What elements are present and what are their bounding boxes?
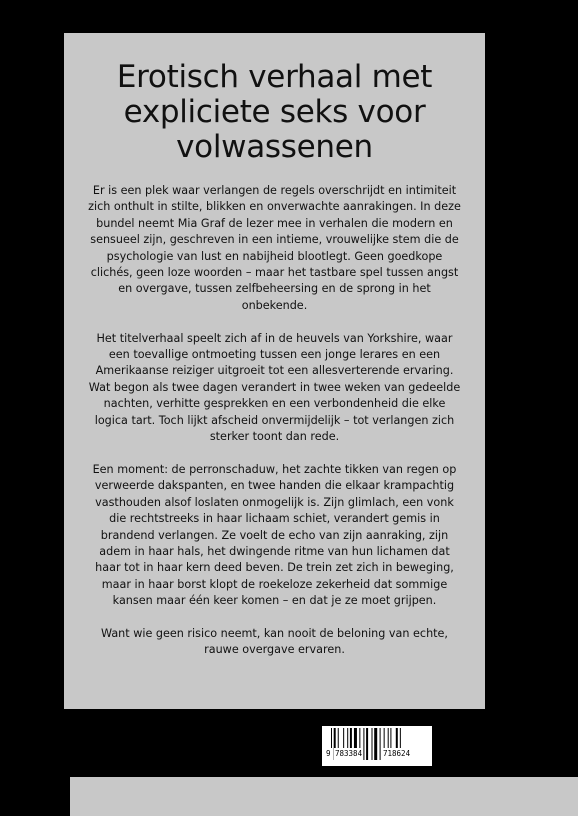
blurb-paragraph-3: Een moment: de perronschaduw, het zachte tikken van regen op verweerde dakspanten, en twee handen die elkaar krampachtig vasthouden alsof loslaten onmogelijk is. Zijn glimlach, een vonk die rechtstreeks in haar lichaam schiet, verandert gemis in brandend verlangen. Ze voelt de echo van zijn aanraking, zijn adem in haar hals, het dwingende ritme van hun lichamen dat haar tot in haar kern deed beven. De trein zet zich in beweging, maar in haar borst klopt de roekeloze zekerheid dat sommige kansen maar één keer komen – en dat je ze moet grijpen. (92, 462, 457, 608)
blurb-paragraph-2: Het titelverhaal speelt zich af in de heuvels van Yorkshire, waar een toevallige ontmoeting tussen een jonge lerares en een Amerikaanse reiziger uitgroeit tot een allesverterende ervaring. Wat begon als twee dagen verandert in twee weken van gedeelde nachten, verhitte gesprekken en een verbondenheid die elke logica tart. Toch lijkt afscheid onvermijdelijk – tot verlangen zich sterker toont dan rede. (88, 331, 461, 444)
back-cover-panel (64, 33, 485, 709)
title-line-1: Erotisch verhaal met (116, 59, 433, 95)
barcode-bars (322, 726, 432, 766)
barcode-digit-first: 9 (326, 749, 331, 758)
bottom-strip (70, 777, 578, 816)
blurb-paragraph-1: Er is een plek waar verlangen de regels overschrijdt en intimiteit zich onthult in stilte, blikken en onverwachte aanrakingen. In deze bundel neemt Mia Graf de lezer mee in verhalen die modern en sensueel zijn, geschreven in een intieme, vrouwelijke stem die de psychologie van lust en nabijheid blootlegt. Geen goedkope clichés, geen loze woorden – maar het tastbare spel tussen angst en overgave, tussen zelfbeheersing en de sprong in het onbekende. (88, 184, 461, 312)
isbn-barcode (322, 726, 432, 766)
title-line-3: volwassenen (176, 129, 373, 165)
blurb-paragraph-4: Want wie geen risico neemt, kan nooit de beloning van echte, rauwe overgave ervaren. (100, 626, 448, 657)
cover-title (64, 60, 485, 165)
barcode-digit-group-1: 783384 (335, 749, 363, 758)
barcode-digits (322, 748, 432, 760)
blurb-text (86, 183, 463, 675)
title-line-2: expliciete seks voor (123, 94, 426, 130)
barcode-digit-group-2: 718624 (383, 749, 411, 758)
